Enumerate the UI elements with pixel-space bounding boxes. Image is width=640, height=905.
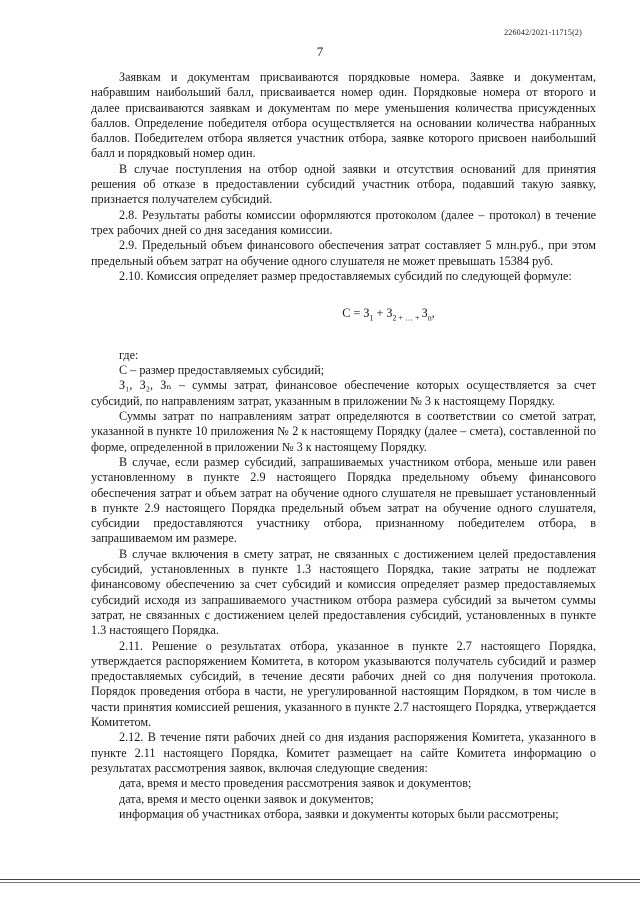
formula-tail: ,: [431, 306, 435, 321]
paragraph: Заявкам и документам присваиваются порядковые номера. Заявке и документам, набравшим наибольший балл, присваивается номер один. Порядковые номера от второго и далее присваиваются заявкам и документам по мере уменьшения количества присужденных баллов. Определение победителя отбора осуществляется на основании количества набранных баллов. Победителем отбора является участник отбора, заявке которого присвоен наибольший балл и порядковый номер один.: [91, 70, 596, 161]
paragraph: З₁, З₂, Зₙ – суммы затрат, финансовое обеспечение которых осуществляется за счет субсидий, по направлениям затрат, указанным в приложении № 3 к настоящему Порядку.: [91, 378, 596, 408]
subsidy-formula: [91, 306, 596, 326]
paragraph: С – размер предоставляемых субсидий;: [119, 363, 325, 378]
formula-sub-1: 1: [369, 313, 374, 323]
document-code: 226042/2021-11715(2): [504, 28, 582, 37]
paragraph: 2.12. В течение пяти рабочих дней со дня издания распоряжения Комитета, указанного в пункте 2.11 настоящего Порядка, Комитет размещает на сайте Комитета информацию о результатах рассмотрения заявок, включая следующие сведения:: [91, 730, 596, 775]
paragraph: дата, время и место оценки заявок и документов;: [119, 791, 374, 806]
page-number: 7: [316, 44, 324, 59]
formula-sub-2: 2 + … +: [392, 313, 422, 323]
paragraph: В случае поступления на отбор одной заявки и отсутствия оснований для принятия решения об отказе в предоставлении субсидий участник отбора, подавший такую заявку, признается получателем субсидий.: [91, 161, 596, 207]
footer-divider: [0, 882, 640, 883]
paragraph: 2.8. Результаты работы комиссии оформляются протоколом (далее – протокол) в течение трех рабочих дней со дня заседания комиссии.: [91, 207, 596, 237]
footer-divider: [0, 879, 640, 880]
formula-lhs: С = З: [342, 306, 370, 321]
paragraph: В случае, если размер субсидий, запрашиваемых участником отбора, меньше или равен установленному в пункте 2.9 настоящего Порядка предельному объему финансового обеспечения затрат и объем затрат на обучение одного слушателя не превышает установленный в пункте 2.9 настоящего Порядка предельный объем затрат на обучение одного слушателя, субсидии предоставляются участнику отбора, признанному победителем отбора, в запрашиваемом им размере.: [91, 454, 596, 546]
paragraph: 2.9. Предельный объем финансового обеспечения затрат составляет 5 млн.руб., при этом предельный объем затрат на обучение одного слушателя не может превышать 15384 руб.: [91, 238, 596, 268]
formula-plus: + З: [373, 306, 393, 321]
paragraph: Суммы затрат по направлениям затрат определяются в соответствии со сметой затрат, указанной в пункте 10 приложения № 2 к настоящему Порядку (далее – смета), составленной по форме, определенной в приложении № 3 к настоящему Порядку.: [91, 409, 596, 454]
paragraph: информация об участниках отбора, заявки и документы которых были рассмотрены;: [119, 806, 559, 821]
paragraph: В случае включения в смету затрат, не связанных с достижением целей предоставления субсидий, установленных в пункте 1.3 настоящего Порядка, такие затраты не подлежат финансовому обеспечению за счет субсидий и комиссия определяет размер предоставляемых субсидий исходя из запрашиваемого участником отбора размера субсидий за вычетом суммы затрат, не связанных с достижением целей предоставления субсидий, установленных в пункте 1.3 настоящего Порядка.: [91, 546, 596, 638]
paragraph: где:: [119, 347, 139, 362]
formula-sub-n: n: [427, 313, 432, 323]
paragraph: 2.10. Комиссия определяет размер предоставляемых субсидий по следующей формуле:: [119, 268, 572, 283]
paragraph: 2.11. Решение о результатах отбора, указанное в пункте 2.7 настоящего Порядка, утверждается распоряжением Комитета, в котором указываются получатель субсидий и размер предоставляемых субсидий, в течение десяти рабочих дней со дня получения протокола. Порядок проведения отбора в части, не урегулированной настоящим Порядком, в том числе в части принятия комиссией решения, указанного в пункте 2.7 настоящего Порядка, утверждается Комитетом.: [91, 638, 596, 730]
formula-term-n: З: [421, 306, 428, 321]
paragraph: дата, время и место проведения рассмотрения заявок и документов;: [119, 776, 472, 791]
document-body: [91, 70, 596, 822]
